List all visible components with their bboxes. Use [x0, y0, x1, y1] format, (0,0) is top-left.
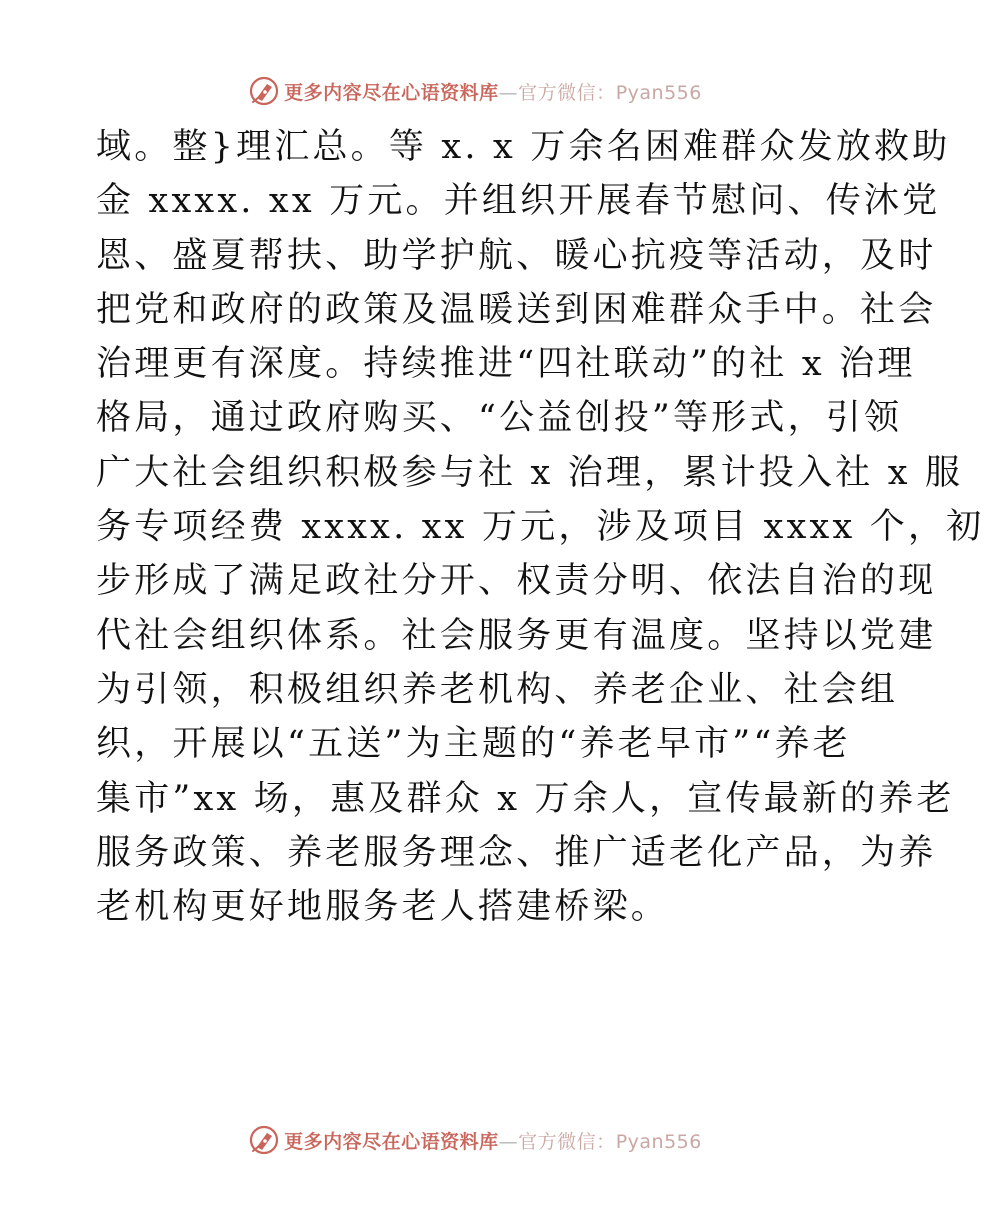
text-line: 服务政策、养老服务理念、推广适老化产品，为养 [96, 832, 937, 873]
text-line: 域。整}理汇总。等 x. x 万余名困难群众发放救助 [96, 127, 951, 167]
text-line: 广大社会组织积极参与社 x 治理，累计投入社 x 服 [96, 452, 964, 493]
document-body [96, 120, 984, 934]
text-line: 格局，通过政府购买、“公益创投”等形式，引领 [96, 398, 903, 439]
footer-watermark [0, 1120, 950, 1160]
watermark-wechat-id: Pyan556 [615, 1130, 702, 1153]
text-line: 为引领，积极组织养老机构、养老企业、社会组 [96, 669, 899, 710]
text-line: 代社会组织体系。社会服务更有温度。坚持以党建 [96, 615, 937, 656]
text-line: 治理更有深度。持续推进“四社联动”的社 x 治理 [96, 344, 916, 385]
watermark-wechat-label: 官方微信： [518, 81, 616, 104]
header-watermark [0, 71, 950, 111]
watermark-separator: — [498, 81, 519, 104]
text-line: 务专项经费 xxxx. xx 万元，涉及项目 xxxx 个，初 [96, 507, 984, 548]
watermark-brand: 更多内容尽在心语资料库 [284, 1130, 499, 1153]
watermark-text [284, 78, 702, 105]
watermark-text [284, 1127, 702, 1154]
watermark-brand: 更多内容尽在心语资料库 [284, 81, 499, 104]
watermark-separator: — [498, 1130, 519, 1153]
text-line: 金 xxxx. xx 万元。并组织开展春节慰问、传沐党 [96, 181, 941, 222]
text-line: 把党和政府的政策及温暖送到困难群众手中。社会 [96, 289, 937, 330]
pen-nib-circle-icon [248, 1124, 280, 1156]
text-line: 恩、盛夏帮扶、助学护航、暖心抗疫等活动，及时 [96, 235, 937, 276]
text-line: 老机构更好地服务老人搭建桥梁。 [96, 887, 670, 928]
watermark-wechat-label: 官方微信： [518, 1130, 616, 1153]
pen-nib-circle-icon [248, 75, 280, 107]
text-line: 织，开展以“五送”为主题的“养老早市”“养老 [96, 724, 851, 765]
watermark-wechat-id: Pyan556 [615, 81, 702, 104]
text-line: 步形成了满足政社分开、权责分明、依法自治的现 [96, 561, 937, 602]
text-line: 集市”xx 场，惠及群众 x 万余人，宣传最新的养老 [96, 778, 955, 819]
